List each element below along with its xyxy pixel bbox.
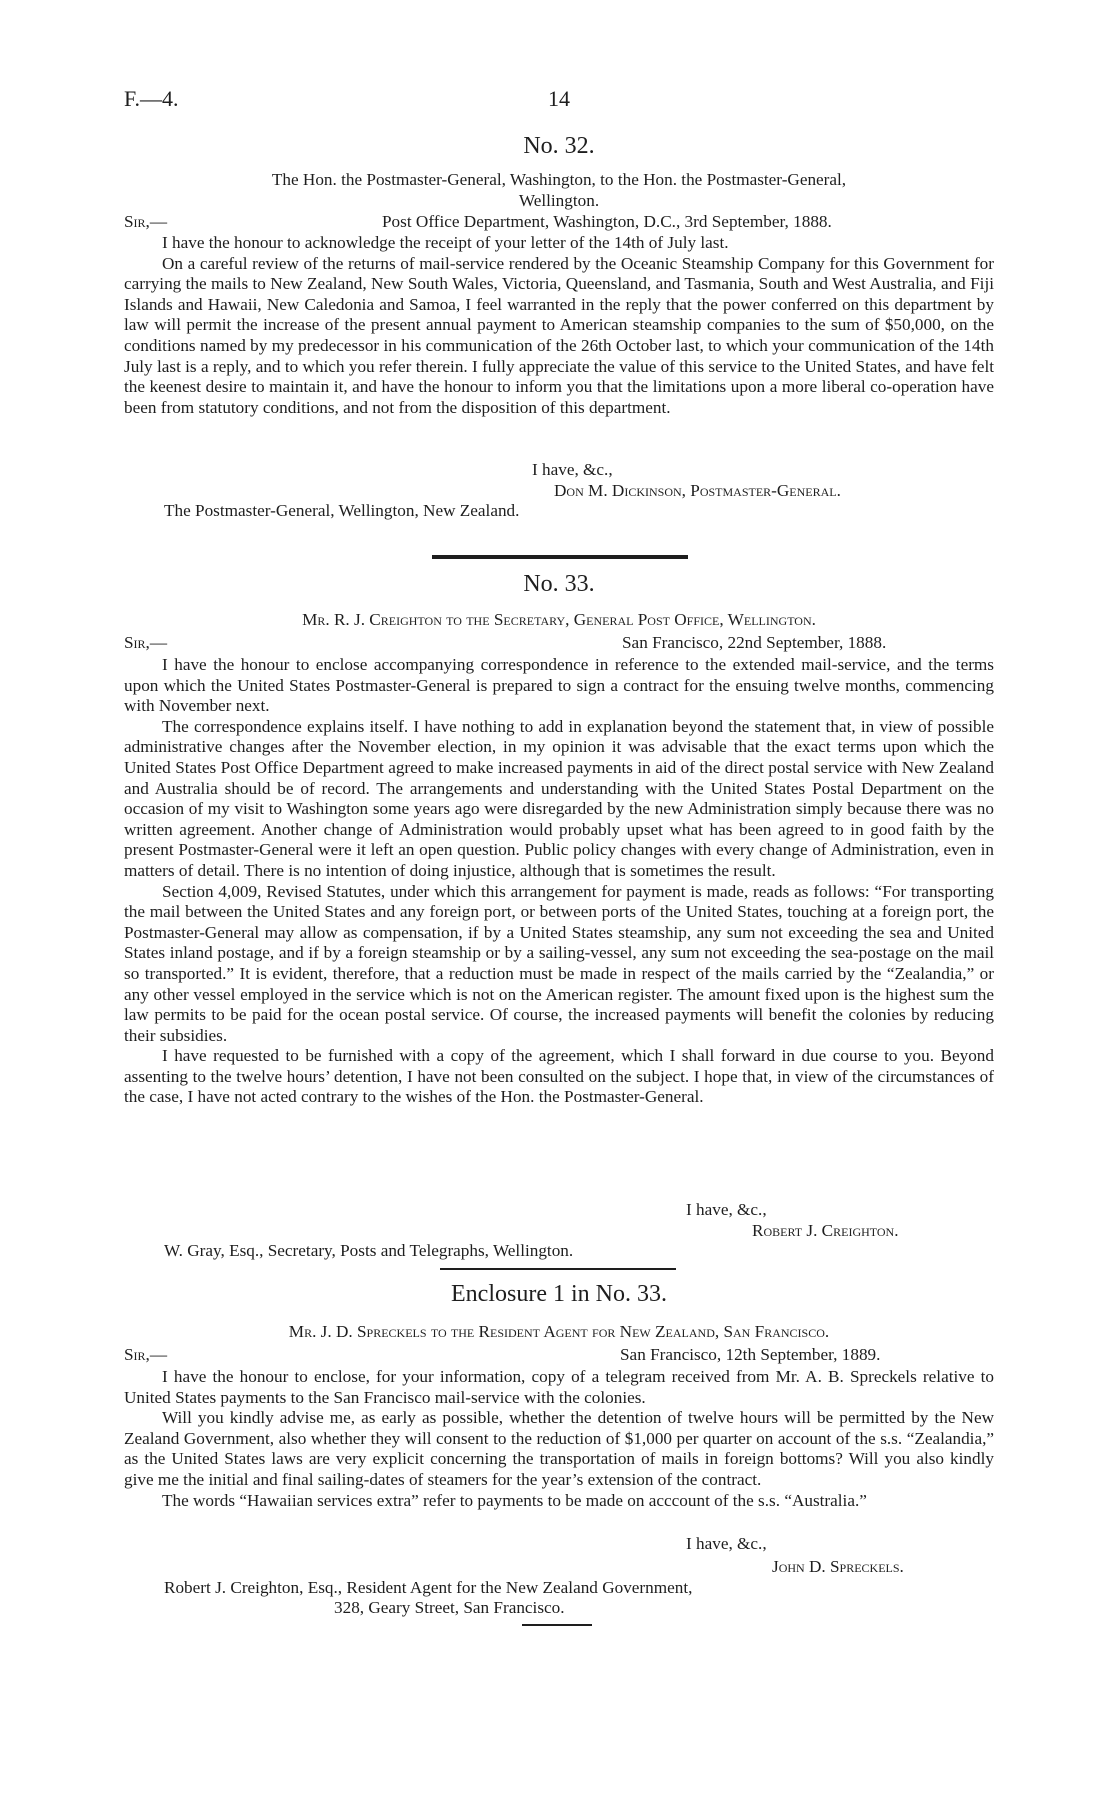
letter-32-dateline: Post Office Department, Washington, D.C., 3rd September, 1888.	[382, 212, 832, 231]
letter-32-from-to-line-2: Wellington.	[518, 190, 600, 210]
letter-33-closing: I have, &c.,	[686, 1200, 767, 1219]
letter-32-paragraph: I have the honour to acknowledge the receipt of your letter of the 14th of July last.	[162, 233, 729, 252]
letter-32-paragraph: On a careful review of the returns of mail-service rendered by the Oceanic Steamship Company for this Government for carrying the mails to New Zealand, New South Wales, Victoria, Queensland, and Tasmania, South and West Australia, and Fiji Islands and Hawaii, New Caledonia and Samoa, I feel warranted in the reply that the power conferred on this department by law will permit the increase of the present annual payment to American steamship companies to the sum of $50,000, on the conditions named by my predecessor in his communication of the 26th October last, to which your communication of the 14th July last is a reply, and to which you refer therein. I fully appreciate the value of this service to the United States, and have felt the keenest desire to maintain it, and have the honour to inform you that the limitations upon a more liberal co-operation have been from statutory conditions, and not from the disposition of this department.	[124, 253, 994, 417]
enclosure-addressee-line-2: 328, Geary Street, San Francisco.	[334, 1598, 565, 1618]
letter-33-paragraph: I have the honour to enclose accompanying correspondence in reference to the extended mail-service, and the terms upon which the United States Postmaster-General is prepared to sign a contract for the ensuing twelve months, commencing with November next.	[124, 655, 994, 716]
letter-33-body	[124, 655, 994, 1108]
letter-33-closing-block	[124, 1200, 994, 1262]
letter-33-salutation-line	[124, 633, 994, 654]
section-code: F.—4.	[124, 86, 179, 111]
letter-32-closing: I have, &c.,	[532, 460, 613, 479]
letter-33-paragraph: I have requested to be furnished with a copy of the agreement, which I shall forward in due course to you. Beyond assenting to the twelve hours’ detention, I have not been consulted on the subject. I hope that, in view of the circumstances of the case, I have not acted contrary to the wishes of the Hon. the Postmaster-General.	[124, 1046, 994, 1107]
enclosure-dateline: San Francisco, 12th September, 1889.	[620, 1345, 881, 1364]
enclosure-closing-block	[124, 1557, 994, 1619]
letter-32-closing-block	[124, 460, 994, 522]
enclosure-salutation-line	[124, 1345, 994, 1366]
enclosure-paragraph: The words “Hawaiian services extra” refer to payments to be made on acccount of the s.s. “Australia.”	[162, 1490, 867, 1510]
letter-33-heading: No. 33.	[523, 571, 595, 597]
end-divider	[522, 1624, 592, 1626]
letter-32-heading: No. 32.	[523, 133, 595, 159]
enclosure-paragraph: I have the honour to enclose, for your information, copy of a telegram received from Mr. A. B. Spreckels relative to United States payments to the San Francisco mail-service with the colonies.	[124, 1367, 994, 1407]
enclosure-signature: John D. Spreckels.	[772, 1557, 904, 1576]
letter-33-dateline: San Francisco, 22nd September, 1888.	[622, 633, 887, 652]
letter-32-from-to-line-1: The Hon. the Postmaster-General, Washington, to the Hon. the Postmaster-General,	[271, 170, 847, 189]
letter-32-body	[124, 233, 994, 418]
letter-33-from-to: Mr. R. J. Creighton to the Secretary, General Post Office, Wellington.	[302, 610, 816, 629]
section-divider	[432, 555, 688, 559]
letter-33-paragraph: Section 4,009, Revised Statutes, under which this arrangement for payment is made, reads as follows: “For transporting the mail between the United States and any foreign port, or between ports of the United States, touching at a foreign port, the Postmaster-General may allow as compensation, if by a United States steamship, any sum not exceeding the sea and United States inland postage, and if by a foreign steamship or by a sailing-vessel, any sum not exceeding the sea-postage on the mail so transported.” It is evident, therefore, that a reduction must be made in respect of the mails carried by the “Zealandia,” or any other vessel employed in the service which is not on the American register. The amount fixed upon is the highest sum the law permits to be paid for the ocean postal service. Of course, the increased payments will benefit the colonies by reducing their subsidies.	[124, 881, 994, 1045]
letter-33-addressee: W. Gray, Esq., Secretary, Posts and Telegraphs, Wellington.	[164, 1241, 574, 1261]
enclosure-paragraph: Will you kindly advise me, as early as possible, whether the detention of twelve hours will be permitted by the New Zealand Government, also whether they will consent to the reduction of $1,000 per quarter on account of the s.s. “Zealandia,” as the United States laws are very explicit concerning the transportation of mails in foreign bottoms? Will you also kindly give me the initial and final sailing-dates of steamers for the year’s extension of the contract.	[124, 1408, 994, 1489]
letter-32-salutation: Sir,—	[124, 212, 168, 231]
letter-32-signature: Don M. Dickinson, Postmaster-General.	[554, 480, 841, 500]
enclosure-from-to: Mr. J. D. Spreckels to the Resident Agent for New Zealand, San Francisco.	[288, 1322, 830, 1341]
enclosure-heading: Enclosure 1 in No. 33.	[451, 1281, 667, 1307]
letter-33-salutation: Sir,—	[124, 633, 168, 652]
enclosure-body	[124, 1367, 994, 1511]
enclosure-closing: I have, &c.,	[686, 1534, 767, 1553]
section-divider	[440, 1268, 676, 1270]
letter-32-addressee: The Postmaster-General, Wellington, New Zealand.	[164, 501, 520, 521]
page-number: 14	[548, 86, 570, 111]
letter-32-salutation-line	[124, 212, 994, 233]
letter-33-signature: Robert J. Creighton.	[752, 1220, 899, 1240]
letter-33-paragraph: The correspondence explains itself. I have nothing to add in explanation beyond the statement that, in view of possible administrative changes after the November election, in my opinion it was advisable that the exact terms upon which the United States Post Office Department agreed to make increased payments in aid of the direct postal service with New Zealand and Australia should be of record. The arrangements and understanding with the United States Postal Department on the occasion of my visit to Washington some years ago were disregarded by the new Administration simply because there was no written agreement. Another change of Administration would probably upset what has been agreed to in good faith by the present Postmaster-General were it left an open question. Public policy changes with every change of Administration, even in matters of detail. There is no intention of doing injustice, although that is sometimes the result.	[124, 716, 994, 880]
letter-32-from-to	[124, 170, 994, 211]
enclosure-salutation: Sir,—	[124, 1345, 168, 1364]
enclosure-closing-line	[124, 1534, 994, 1555]
enclosure-addressee-line-1: Robert J. Creighton, Esq., Resident Agent for the New Zealand Government,	[164, 1577, 693, 1597]
